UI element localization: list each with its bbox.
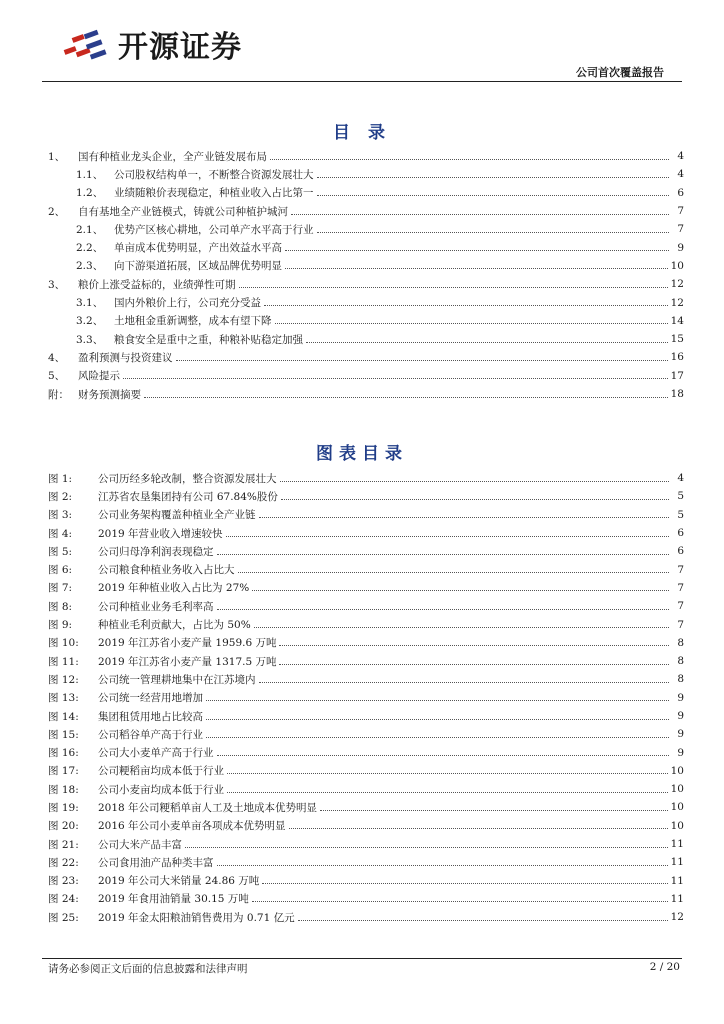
toc-entry[interactable] — [48, 670, 684, 688]
entry-number: 图 25: — [48, 911, 79, 924]
dot-leader — [226, 536, 669, 537]
entry-number: 图 16: — [48, 747, 79, 760]
entry-page: 5 — [677, 490, 684, 503]
entry-label: 江苏省农垦集团持有公司 67.84%股份 — [98, 490, 278, 503]
entry-label: 2019 年公司大米销量 24.86 万吨 — [98, 875, 260, 888]
dot-leader — [262, 883, 667, 884]
toc-entry[interactable] — [48, 165, 684, 183]
dot-leader — [317, 195, 670, 196]
entry-label: 业绩随粮价表现稳定，种植业收入占比第一 — [114, 187, 314, 200]
toc-entry[interactable] — [48, 542, 684, 560]
entry-label: 2019 年食用油销量 30.15 万吨 — [98, 893, 249, 906]
toc-entry[interactable] — [48, 147, 684, 165]
toc-entry[interactable] — [48, 238, 684, 256]
entry-number: 3、 — [48, 278, 66, 291]
entry-page: 12 — [670, 278, 684, 291]
entry-page: 10 — [670, 819, 684, 832]
entry-page: 10 — [670, 764, 684, 777]
entry-label: 国有种植业龙头企业，全产业链发展布局 — [78, 150, 267, 163]
entry-label: 公司大小麦单产高于行业 — [98, 747, 214, 760]
entry-page: 17 — [670, 369, 684, 382]
entry-page: 12 — [670, 911, 684, 924]
entry-label: 盈利预测与投资建议 — [78, 351, 173, 364]
entry-number: 图 11: — [48, 655, 79, 668]
dot-leader — [144, 397, 668, 398]
dot-leader — [254, 627, 669, 628]
entry-label: 向下游渠道拓展，区域品牌优势明显 — [114, 260, 282, 273]
entry-number: 图 14: — [48, 710, 79, 723]
entry-page: 7 — [677, 600, 684, 613]
entry-label: 公司股权结构单一，不断整合资源发展壮大 — [114, 168, 314, 181]
toc-entry[interactable] — [48, 615, 684, 633]
entry-number: 1、 — [48, 150, 66, 163]
toc-entry[interactable] — [48, 385, 684, 403]
entry-number: 3.2、 — [76, 315, 104, 328]
toc-entry[interactable] — [48, 579, 684, 597]
entry-number: 图 10: — [48, 637, 79, 650]
dot-leader — [217, 865, 668, 866]
entry-number: 图 13: — [48, 692, 79, 705]
entry-page: 11 — [670, 892, 684, 905]
toc-entry[interactable] — [48, 817, 684, 835]
figures-toc-list — [48, 469, 684, 926]
dot-leader — [317, 232, 670, 233]
entry-page: 9 — [677, 710, 684, 722]
entry-label: 公司稻谷单产高于行业 — [98, 728, 203, 741]
entry-label: 公司归母净利润表现稳定 — [98, 545, 214, 558]
entry-number: 图 19: — [48, 801, 79, 814]
dot-leader — [252, 901, 668, 902]
kysec-logo-icon — [62, 22, 110, 66]
entry-label: 单亩成本优势明显，产出效益水平高 — [114, 242, 282, 255]
dot-leader — [320, 810, 668, 811]
entry-number: 图 18: — [48, 783, 79, 796]
entry-label: 2019 年江苏省小麦产量 1317.5 万吨 — [98, 655, 277, 668]
entry-page: 9 — [677, 746, 684, 759]
entry-page: 4 — [677, 168, 684, 181]
dot-leader — [176, 360, 668, 361]
entry-page: 10 — [670, 259, 684, 272]
entry-page: 8 — [677, 673, 684, 686]
entry-label: 公司食用油产品种类丰富 — [98, 856, 214, 869]
entry-number: 2.3、 — [76, 260, 104, 273]
dot-leader — [281, 499, 669, 500]
entry-number: 图 2: — [48, 490, 73, 503]
entry-number: 图 22: — [48, 856, 79, 869]
entry-page: 6 — [677, 186, 684, 199]
entry-label: 自有基地全产业链模式，铸就公司种植护城河 — [78, 205, 288, 218]
dot-leader — [285, 268, 668, 269]
entry-label: 风险提示 — [78, 370, 120, 383]
entry-number: 图 17: — [48, 765, 79, 778]
dot-leader — [306, 342, 668, 343]
toc-title: 目 录 — [333, 123, 391, 143]
dot-leader — [217, 609, 670, 610]
entry-number: 图 3: — [48, 509, 73, 522]
dot-leader — [238, 572, 670, 573]
entry-number: 5、 — [48, 370, 66, 383]
entry-number: 图 21: — [48, 838, 79, 851]
entry-page: 9 — [677, 241, 684, 254]
toc-entry[interactable] — [48, 743, 684, 761]
dot-leader — [291, 214, 669, 215]
entry-label: 公司历经多轮改制，整合资源发展壮大 — [98, 472, 277, 485]
entry-page: 4 — [677, 150, 684, 163]
dot-leader — [217, 755, 670, 756]
entry-page: 8 — [677, 655, 684, 668]
entry-number: 4、 — [48, 351, 66, 364]
header-divider — [42, 81, 682, 82]
page-number: 2 / 20 — [649, 961, 680, 973]
entry-number: 图 1: — [48, 472, 73, 485]
toc-list — [48, 147, 684, 403]
entry-page: 6 — [677, 545, 684, 558]
toc-entry[interactable] — [48, 853, 684, 871]
dot-leader — [217, 554, 670, 555]
entry-label: 公司粮食种植业务收入占比大 — [98, 564, 235, 577]
toc-entry[interactable] — [48, 487, 684, 505]
toc-entry[interactable] — [48, 890, 684, 908]
dot-leader — [317, 177, 670, 178]
entry-label: 财务预测摘要 — [78, 388, 141, 401]
toc-entry[interactable] — [48, 330, 684, 348]
entry-label: 2016 年公司小麦单亩各项成本优势明显 — [98, 820, 286, 833]
toc-entry[interactable] — [48, 293, 684, 311]
dot-leader — [227, 773, 668, 774]
toc-entry[interactable] — [48, 835, 684, 853]
dot-leader — [285, 250, 669, 251]
dot-leader — [206, 700, 669, 701]
entry-number: 图 6: — [48, 564, 73, 577]
dot-leader — [259, 682, 670, 683]
entry-number: 3.3、 — [76, 333, 104, 346]
entry-page: 9 — [677, 728, 684, 741]
toc-entry[interactable] — [48, 312, 684, 330]
entry-page: 9 — [677, 691, 684, 704]
entry-page: 4 — [677, 472, 684, 485]
entry-page: 7 — [677, 618, 684, 631]
entry-label: 土地租金重新调整，成本有望下降 — [114, 315, 272, 328]
entry-number: 附： — [48, 388, 69, 401]
toc-entry[interactable] — [48, 798, 684, 816]
toc-entry[interactable] — [48, 707, 684, 725]
entry-number: 图 12: — [48, 673, 79, 686]
entry-number: 图 15: — [48, 728, 79, 741]
entry-number: 2.2、 — [76, 242, 104, 255]
entry-number: 1.1、 — [76, 168, 104, 181]
toc-entry[interactable] — [48, 780, 684, 798]
entry-label: 公司粳稻亩均成本低于行业 — [98, 765, 224, 778]
dot-leader — [206, 737, 669, 738]
toc-entry[interactable] — [48, 560, 684, 578]
dot-leader — [279, 664, 669, 665]
toc-entry[interactable] — [48, 469, 684, 487]
brand-logo — [62, 22, 242, 66]
entry-page: 12 — [670, 296, 684, 309]
entry-label: 公司统一经营用地增加 — [98, 692, 203, 705]
toc-entry[interactable] — [48, 652, 684, 670]
dot-leader — [252, 590, 669, 591]
figures-toc-title: 图表目录 — [316, 444, 408, 464]
toc-entry[interactable] — [48, 506, 684, 524]
report-type-label: 公司首次覆盖报告 — [576, 66, 664, 79]
entry-number: 图 7: — [48, 582, 73, 595]
entry-label: 公司小麦亩均成本低于行业 — [98, 783, 224, 796]
entry-number: 图 9: — [48, 619, 73, 632]
footer-disclaimer: 请务必参阅正文后面的信息披露和法律声明 — [48, 963, 248, 975]
toc-entry[interactable] — [48, 257, 684, 275]
toc-entry[interactable] — [48, 367, 684, 385]
entry-page: 14 — [670, 314, 684, 327]
entry-number: 图 23: — [48, 875, 79, 888]
entry-number: 2.1、 — [76, 223, 104, 236]
dot-leader — [239, 287, 668, 288]
toc-entry[interactable] — [48, 762, 684, 780]
toc-entry[interactable] — [48, 184, 684, 202]
entry-page: 7 — [677, 223, 684, 236]
entry-label: 优势产区核心耕地，公司单产水平高于行业 — [114, 223, 314, 236]
dot-leader — [279, 645, 669, 646]
entry-page: 10 — [670, 783, 684, 796]
entry-page: 10 — [670, 801, 684, 814]
entry-page: 7 — [677, 581, 684, 594]
entry-label: 2018 年公司粳稻单亩人工及土地成本优势明显 — [98, 801, 318, 814]
entry-number: 2、 — [48, 205, 66, 218]
entry-label: 公司大米产品丰富 — [98, 838, 182, 851]
entry-label: 2019 年江苏省小麦产量 1959.6 万吨 — [98, 637, 277, 650]
footer-divider — [42, 958, 682, 959]
entry-number: 图 20: — [48, 820, 79, 833]
entry-page: 8 — [677, 636, 684, 649]
entry-number: 图 8: — [48, 600, 73, 613]
entry-page: 11 — [670, 856, 684, 869]
dot-leader — [259, 517, 670, 518]
toc-entry[interactable] — [48, 202, 684, 220]
entry-label: 国内外粮价上行，公司充分受益 — [114, 297, 261, 310]
entry-number: 图 24: — [48, 893, 79, 906]
entry-page: 11 — [670, 838, 684, 851]
entry-number: 1.2、 — [76, 187, 104, 200]
entry-label: 2019 年种植业收入占比为 27% — [98, 582, 250, 595]
entry-label: 粮食安全是重中之重，种粮补贴稳定加强 — [114, 333, 303, 346]
entry-label: 2019 年金太阳粮油销售费用为 0.71 亿元 — [98, 911, 295, 924]
entry-label: 公司种植业业务毛利率高 — [98, 600, 214, 613]
entry-page: 18 — [670, 388, 684, 400]
entry-number: 图 4: — [48, 527, 73, 540]
entry-page: 6 — [677, 527, 684, 540]
entry-label: 粮价上涨受益标的，业绩弹性可期 — [78, 278, 236, 291]
dot-leader — [275, 323, 668, 324]
dot-leader — [264, 305, 668, 306]
dot-leader — [298, 920, 668, 921]
toc-entry[interactable] — [48, 275, 684, 293]
dot-leader — [123, 378, 668, 379]
entry-number: 图 5: — [48, 545, 73, 558]
entry-page: 7 — [677, 563, 684, 576]
toc-entry[interactable] — [48, 725, 684, 743]
toc-entry[interactable] — [48, 524, 684, 542]
dot-leader — [206, 719, 669, 720]
toc-entry[interactable] — [48, 872, 684, 890]
entry-label: 种植业毛利贡献大，占比为 50% — [98, 619, 251, 632]
dot-leader — [280, 481, 670, 482]
dot-leader — [270, 159, 669, 160]
dot-leader — [185, 847, 668, 848]
entry-page: 7 — [677, 205, 684, 218]
toc-entry[interactable] — [48, 220, 684, 238]
entry-label: 公司统一管理耕地集中在江苏境内 — [98, 673, 256, 686]
entry-page: 11 — [670, 874, 684, 887]
toc-entry[interactable] — [48, 908, 684, 926]
entry-page: 5 — [677, 508, 684, 521]
entry-number: 3.1、 — [76, 297, 104, 310]
toc-entry[interactable] — [48, 689, 684, 707]
toc-entry[interactable] — [48, 634, 684, 652]
page-header — [0, 0, 724, 84]
dot-leader — [227, 792, 668, 793]
entry-label: 2019 年营业收入增速较快 — [98, 527, 223, 540]
brand-name: 开源证券 — [118, 30, 242, 65]
toc-entry[interactable] — [48, 597, 684, 615]
entry-page: 16 — [670, 351, 684, 364]
entry-page: 15 — [670, 333, 684, 346]
entry-label: 公司业务架构覆盖种植业全产业链 — [98, 509, 256, 522]
toc-entry[interactable] — [48, 348, 684, 366]
entry-label: 集团租赁用地占比较高 — [98, 710, 203, 723]
dot-leader — [289, 828, 668, 829]
